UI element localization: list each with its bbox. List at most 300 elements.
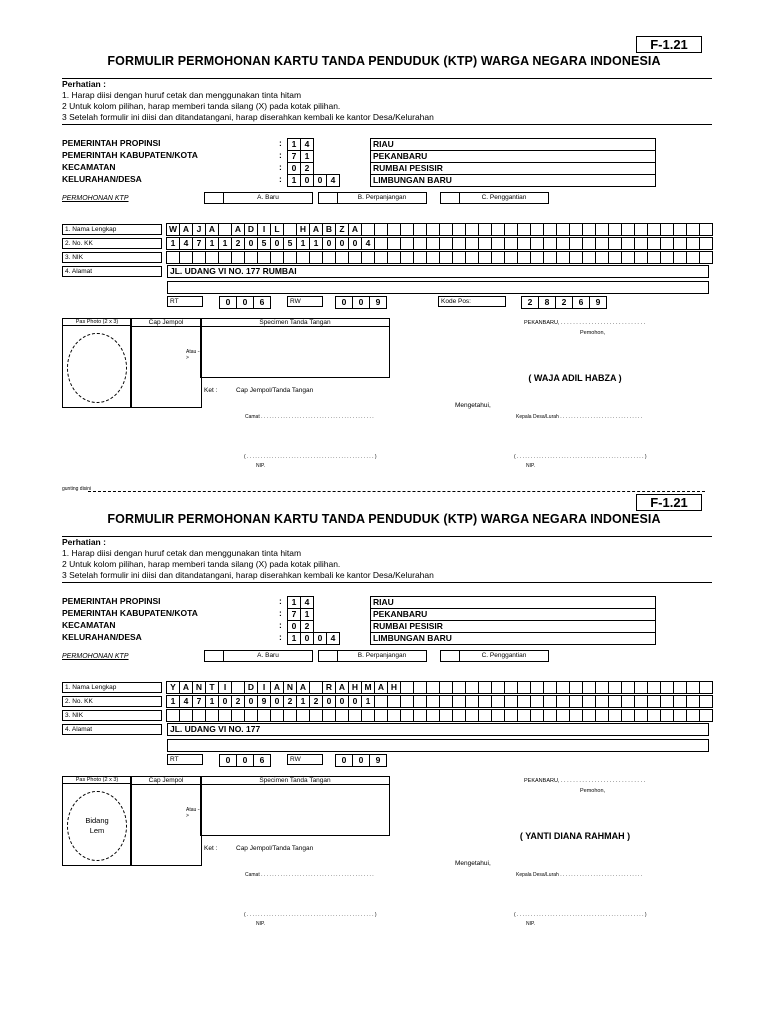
kode-pos-cell[interactable]: 9 bbox=[589, 296, 607, 309]
name-cell[interactable] bbox=[569, 223, 583, 236]
nik-cell[interactable] bbox=[413, 709, 427, 722]
kk-cell[interactable]: 4 bbox=[361, 237, 375, 250]
kk-cell[interactable] bbox=[374, 695, 388, 708]
address-line-1[interactable]: JL. UDANG VI NO. 177 bbox=[167, 723, 709, 736]
nik-cell[interactable] bbox=[556, 251, 570, 264]
nik-cell[interactable] bbox=[647, 251, 661, 264]
name-cell[interactable]: H bbox=[387, 681, 401, 694]
name-cell[interactable] bbox=[686, 223, 700, 236]
region-name[interactable]: RUMBAI PESISIR bbox=[370, 620, 656, 633]
nik-cell[interactable] bbox=[283, 709, 297, 722]
name-cell[interactable] bbox=[569, 681, 583, 694]
name-cell[interactable] bbox=[634, 223, 648, 236]
region-name[interactable]: PEKANBARU bbox=[370, 608, 656, 621]
name-cell[interactable] bbox=[413, 223, 427, 236]
kk-cell[interactable] bbox=[517, 237, 531, 250]
name-cell[interactable]: B bbox=[322, 223, 336, 236]
nik-cell[interactable] bbox=[387, 251, 401, 264]
kk-cell[interactable]: 0 bbox=[348, 695, 362, 708]
nik-cell[interactable] bbox=[686, 251, 700, 264]
kk-cell[interactable] bbox=[686, 695, 700, 708]
name-cell[interactable]: D bbox=[244, 223, 258, 236]
name-cell[interactable] bbox=[387, 223, 401, 236]
nik-cell[interactable] bbox=[257, 709, 271, 722]
kk-cell[interactable] bbox=[699, 237, 713, 250]
kk-cell[interactable] bbox=[621, 695, 635, 708]
kk-cell[interactable] bbox=[582, 237, 596, 250]
nik-cell[interactable] bbox=[530, 709, 544, 722]
nik-cell[interactable] bbox=[374, 709, 388, 722]
kk-cell[interactable]: 0 bbox=[335, 237, 349, 250]
nik-cell[interactable] bbox=[673, 709, 687, 722]
rw-grid[interactable] bbox=[336, 754, 387, 767]
name-cell[interactable] bbox=[595, 223, 609, 236]
nik-grid[interactable] bbox=[167, 709, 713, 722]
name-cell[interactable]: A bbox=[205, 223, 219, 236]
nik-cell[interactable] bbox=[231, 709, 245, 722]
nik-cell[interactable] bbox=[270, 251, 284, 264]
name-cell[interactable] bbox=[491, 223, 505, 236]
name-cell[interactable]: H bbox=[296, 223, 310, 236]
name-cell[interactable]: A bbox=[335, 681, 349, 694]
name-cell[interactable] bbox=[426, 223, 440, 236]
kk-cell[interactable] bbox=[660, 695, 674, 708]
kk-cell[interactable] bbox=[634, 237, 648, 250]
kk-cell[interactable] bbox=[530, 695, 544, 708]
address-line-2[interactable] bbox=[167, 739, 709, 752]
name-cell[interactable] bbox=[504, 681, 518, 694]
nik-cell[interactable] bbox=[478, 251, 492, 264]
code-cell[interactable]: 7 bbox=[287, 150, 301, 163]
rt-grid[interactable] bbox=[220, 754, 271, 767]
name-cell[interactable] bbox=[283, 223, 297, 236]
kk-cell[interactable] bbox=[478, 695, 492, 708]
nik-cell[interactable] bbox=[582, 251, 596, 264]
code-cell[interactable]: 4 bbox=[300, 138, 314, 151]
name-cell[interactable]: A bbox=[374, 681, 388, 694]
kk-cell[interactable]: 9 bbox=[257, 695, 271, 708]
nik-cell[interactable] bbox=[400, 251, 414, 264]
kk-cell[interactable] bbox=[465, 237, 479, 250]
name-cell[interactable] bbox=[582, 223, 596, 236]
region-name[interactable]: RIAU bbox=[370, 138, 656, 151]
nik-cell[interactable] bbox=[595, 251, 609, 264]
name-cell[interactable]: T bbox=[205, 681, 219, 694]
kk-cell[interactable] bbox=[504, 237, 518, 250]
name-cell[interactable] bbox=[660, 681, 674, 694]
nik-cell[interactable] bbox=[322, 709, 336, 722]
thumbprint-box[interactable] bbox=[130, 776, 202, 866]
code-cell[interactable]: 1 bbox=[287, 138, 301, 151]
kk-cell[interactable] bbox=[387, 237, 401, 250]
kk-cell[interactable]: 1 bbox=[166, 695, 180, 708]
kk-cell[interactable] bbox=[673, 695, 687, 708]
nik-cell[interactable] bbox=[309, 251, 323, 264]
kode-pos-cell[interactable]: 6 bbox=[572, 296, 590, 309]
kk-grid[interactable] bbox=[167, 237, 713, 250]
nik-cell[interactable] bbox=[556, 709, 570, 722]
kk-cell[interactable] bbox=[543, 695, 557, 708]
nik-cell[interactable] bbox=[543, 709, 557, 722]
kode-pos-cell[interactable]: 2 bbox=[555, 296, 573, 309]
kk-cell[interactable]: 4 bbox=[179, 237, 193, 250]
name-cell[interactable] bbox=[634, 681, 648, 694]
kk-cell[interactable]: 1 bbox=[296, 237, 310, 250]
kk-cell[interactable]: 0 bbox=[218, 695, 232, 708]
kk-cell[interactable] bbox=[686, 237, 700, 250]
rt-grid[interactable] bbox=[220, 296, 271, 309]
nik-cell[interactable] bbox=[491, 251, 505, 264]
name-cell[interactable] bbox=[673, 681, 687, 694]
name-cell[interactable] bbox=[647, 223, 661, 236]
address-line-2[interactable] bbox=[167, 281, 709, 294]
name-cell[interactable] bbox=[517, 681, 531, 694]
code-cell[interactable]: 4 bbox=[326, 632, 340, 645]
nik-cell[interactable] bbox=[478, 709, 492, 722]
code-cell[interactable]: 0 bbox=[287, 162, 301, 175]
kk-cell[interactable] bbox=[452, 695, 466, 708]
name-cell[interactable] bbox=[556, 223, 570, 236]
nik-cell[interactable] bbox=[387, 709, 401, 722]
nik-cell[interactable] bbox=[231, 251, 245, 264]
kk-cell[interactable]: 0 bbox=[322, 237, 336, 250]
kk-cell[interactable] bbox=[465, 695, 479, 708]
name-cell[interactable] bbox=[582, 681, 596, 694]
name-cell[interactable] bbox=[361, 223, 375, 236]
nik-cell[interactable] bbox=[634, 251, 648, 264]
name-cell[interactable]: H bbox=[348, 681, 362, 694]
option-checkbox[interactable] bbox=[440, 650, 460, 662]
nik-cell[interactable] bbox=[270, 709, 284, 722]
nik-cell[interactable] bbox=[218, 251, 232, 264]
name-cell[interactable] bbox=[608, 223, 622, 236]
kk-cell[interactable] bbox=[491, 237, 505, 250]
name-cell[interactable]: I bbox=[257, 223, 271, 236]
name-cell[interactable] bbox=[452, 681, 466, 694]
nik-cell[interactable] bbox=[205, 251, 219, 264]
nik-cell[interactable] bbox=[192, 709, 206, 722]
kk-cell[interactable] bbox=[621, 237, 635, 250]
rw-cell[interactable]: 9 bbox=[369, 754, 387, 767]
name-cell[interactable] bbox=[530, 681, 544, 694]
name-cell[interactable] bbox=[491, 681, 505, 694]
name-cell[interactable]: N bbox=[192, 681, 206, 694]
kk-cell[interactable]: 1 bbox=[166, 237, 180, 250]
name-cell[interactable] bbox=[608, 681, 622, 694]
rt-cell[interactable]: 6 bbox=[253, 296, 271, 309]
name-cell[interactable] bbox=[530, 223, 544, 236]
code-cell[interactable]: 0 bbox=[313, 174, 327, 187]
name-cell[interactable] bbox=[439, 223, 453, 236]
nik-cell[interactable] bbox=[582, 709, 596, 722]
kk-cell[interactable] bbox=[699, 695, 713, 708]
nik-cell[interactable] bbox=[452, 709, 466, 722]
kk-cell[interactable]: 7 bbox=[192, 695, 206, 708]
name-cell[interactable]: M bbox=[361, 681, 375, 694]
name-cell[interactable] bbox=[504, 223, 518, 236]
nik-cell[interactable] bbox=[504, 251, 518, 264]
kk-cell[interactable] bbox=[647, 237, 661, 250]
kk-cell[interactable]: 0 bbox=[348, 237, 362, 250]
kk-cell[interactable]: 2 bbox=[231, 695, 245, 708]
nik-cell[interactable] bbox=[569, 251, 583, 264]
name-cell[interactable] bbox=[452, 223, 466, 236]
name-cell[interactable]: A bbox=[231, 223, 245, 236]
kk-cell[interactable] bbox=[595, 237, 609, 250]
code-cell[interactable]: 1 bbox=[287, 632, 301, 645]
name-cell[interactable] bbox=[465, 681, 479, 694]
kk-cell[interactable] bbox=[491, 695, 505, 708]
name-cell[interactable]: R bbox=[322, 681, 336, 694]
nik-cell[interactable] bbox=[686, 709, 700, 722]
nik-cell[interactable] bbox=[322, 251, 336, 264]
name-cell[interactable] bbox=[218, 223, 232, 236]
rw-cell[interactable]: 0 bbox=[335, 296, 353, 309]
name-cell[interactable] bbox=[426, 681, 440, 694]
nik-cell[interactable] bbox=[179, 251, 193, 264]
nik-cell[interactable] bbox=[283, 251, 297, 264]
nik-cell[interactable] bbox=[205, 709, 219, 722]
code-cell[interactable]: 4 bbox=[326, 174, 340, 187]
kk-grid[interactable] bbox=[167, 695, 713, 708]
nik-cell[interactable] bbox=[166, 251, 180, 264]
kk-cell[interactable] bbox=[647, 695, 661, 708]
code-cell[interactable]: 2 bbox=[300, 162, 314, 175]
kk-cell[interactable] bbox=[439, 695, 453, 708]
nik-cell[interactable] bbox=[218, 709, 232, 722]
kk-cell[interactable] bbox=[400, 237, 414, 250]
name-cell[interactable] bbox=[699, 223, 713, 236]
name-cell[interactable] bbox=[647, 681, 661, 694]
nik-cell[interactable] bbox=[452, 251, 466, 264]
nik-cell[interactable] bbox=[491, 709, 505, 722]
nik-cell[interactable] bbox=[595, 709, 609, 722]
name-cell[interactable] bbox=[439, 681, 453, 694]
nik-cell[interactable] bbox=[530, 251, 544, 264]
name-cell[interactable]: A bbox=[309, 223, 323, 236]
nik-cell[interactable] bbox=[569, 709, 583, 722]
kk-cell[interactable]: 2 bbox=[231, 237, 245, 250]
name-cell[interactable] bbox=[621, 223, 635, 236]
kk-cell[interactable]: 1 bbox=[205, 237, 219, 250]
kk-cell[interactable] bbox=[530, 237, 544, 250]
nik-cell[interactable] bbox=[634, 709, 648, 722]
name-cell[interactable] bbox=[556, 681, 570, 694]
code-cell[interactable]: 0 bbox=[300, 632, 314, 645]
option-checkbox[interactable] bbox=[318, 650, 338, 662]
name-grid[interactable] bbox=[167, 223, 713, 236]
nik-cell[interactable] bbox=[543, 251, 557, 264]
kk-cell[interactable] bbox=[634, 695, 648, 708]
nik-cell[interactable] bbox=[517, 251, 531, 264]
nik-cell[interactable] bbox=[348, 709, 362, 722]
nik-cell[interactable] bbox=[257, 251, 271, 264]
name-cell[interactable]: I bbox=[218, 681, 232, 694]
name-cell[interactable] bbox=[478, 223, 492, 236]
nik-cell[interactable] bbox=[673, 251, 687, 264]
kode-pos-cell[interactable]: 2 bbox=[521, 296, 539, 309]
name-cell[interactable]: A bbox=[348, 223, 362, 236]
rt-cell[interactable]: 0 bbox=[219, 754, 237, 767]
kode-pos-cell[interactable]: 8 bbox=[538, 296, 556, 309]
name-cell[interactable]: J bbox=[192, 223, 206, 236]
kk-cell[interactable] bbox=[426, 237, 440, 250]
code-cell[interactable]: 0 bbox=[313, 632, 327, 645]
kk-cell[interactable]: 0 bbox=[270, 695, 284, 708]
kk-cell[interactable]: 0 bbox=[270, 237, 284, 250]
kk-cell[interactable] bbox=[452, 237, 466, 250]
name-cell[interactable]: D bbox=[244, 681, 258, 694]
nik-cell[interactable] bbox=[621, 251, 635, 264]
kk-cell[interactable] bbox=[582, 695, 596, 708]
region-name[interactable]: RUMBAI PESISIR bbox=[370, 162, 656, 175]
rw-cell[interactable]: 0 bbox=[352, 754, 370, 767]
name-cell[interactable]: W bbox=[166, 223, 180, 236]
name-cell[interactable] bbox=[400, 223, 414, 236]
name-cell[interactable] bbox=[309, 681, 323, 694]
kk-cell[interactable] bbox=[660, 237, 674, 250]
kk-cell[interactable] bbox=[556, 695, 570, 708]
name-cell[interactable] bbox=[231, 681, 245, 694]
name-cell[interactable]: N bbox=[283, 681, 297, 694]
name-cell[interactable]: A bbox=[270, 681, 284, 694]
code-cell[interactable]: 2 bbox=[300, 620, 314, 633]
rt-cell[interactable]: 0 bbox=[236, 754, 254, 767]
rt-cell[interactable]: 6 bbox=[253, 754, 271, 767]
kk-cell[interactable]: 0 bbox=[322, 695, 336, 708]
nik-cell[interactable] bbox=[400, 709, 414, 722]
nik-cell[interactable] bbox=[426, 251, 440, 264]
name-cell[interactable] bbox=[686, 681, 700, 694]
rw-grid[interactable] bbox=[336, 296, 387, 309]
name-cell[interactable]: A bbox=[296, 681, 310, 694]
nik-grid[interactable] bbox=[167, 251, 713, 264]
nik-cell[interactable] bbox=[361, 251, 375, 264]
rw-cell[interactable]: 0 bbox=[352, 296, 370, 309]
name-cell[interactable]: Z bbox=[335, 223, 349, 236]
nik-cell[interactable] bbox=[621, 709, 635, 722]
region-name[interactable]: LIMBUNGAN BARU bbox=[370, 632, 656, 645]
kk-cell[interactable]: 1 bbox=[361, 695, 375, 708]
name-cell[interactable] bbox=[465, 223, 479, 236]
rt-cell[interactable]: 0 bbox=[219, 296, 237, 309]
kk-cell[interactable] bbox=[400, 695, 414, 708]
code-cell[interactable]: 0 bbox=[300, 174, 314, 187]
nik-cell[interactable] bbox=[166, 709, 180, 722]
kk-cell[interactable]: 4 bbox=[179, 695, 193, 708]
name-cell[interactable]: A bbox=[179, 223, 193, 236]
kk-cell[interactable]: 1 bbox=[218, 237, 232, 250]
name-cell[interactable] bbox=[543, 681, 557, 694]
nik-cell[interactable] bbox=[309, 709, 323, 722]
code-cell[interactable]: 7 bbox=[287, 608, 301, 621]
kk-cell[interactable] bbox=[569, 695, 583, 708]
kk-cell[interactable] bbox=[673, 237, 687, 250]
nik-cell[interactable] bbox=[348, 251, 362, 264]
rw-cell[interactable]: 9 bbox=[369, 296, 387, 309]
nik-cell[interactable] bbox=[244, 251, 258, 264]
rt-cell[interactable]: 0 bbox=[236, 296, 254, 309]
name-cell[interactable] bbox=[660, 223, 674, 236]
nik-cell[interactable] bbox=[699, 709, 713, 722]
name-cell[interactable] bbox=[478, 681, 492, 694]
option-checkbox[interactable] bbox=[440, 192, 460, 204]
option-checkbox[interactable] bbox=[204, 192, 224, 204]
kk-cell[interactable]: 2 bbox=[309, 695, 323, 708]
nik-cell[interactable] bbox=[608, 709, 622, 722]
name-cell[interactable] bbox=[517, 223, 531, 236]
region-name[interactable]: PEKANBARU bbox=[370, 150, 656, 163]
name-cell[interactable] bbox=[673, 223, 687, 236]
kk-cell[interactable] bbox=[504, 695, 518, 708]
nik-cell[interactable] bbox=[413, 251, 427, 264]
region-name[interactable]: RIAU bbox=[370, 596, 656, 609]
rw-cell[interactable]: 0 bbox=[335, 754, 353, 767]
nik-cell[interactable] bbox=[504, 709, 518, 722]
name-cell[interactable] bbox=[595, 681, 609, 694]
name-grid[interactable] bbox=[167, 681, 713, 694]
region-name[interactable]: LIMBUNGAN BARU bbox=[370, 174, 656, 187]
nik-cell[interactable] bbox=[699, 251, 713, 264]
name-cell[interactable] bbox=[374, 223, 388, 236]
kk-cell[interactable] bbox=[413, 237, 427, 250]
kk-cell[interactable] bbox=[517, 695, 531, 708]
nik-cell[interactable] bbox=[439, 709, 453, 722]
nik-cell[interactable] bbox=[335, 251, 349, 264]
kode-pos-grid[interactable] bbox=[522, 296, 607, 309]
kk-cell[interactable] bbox=[374, 237, 388, 250]
code-cell[interactable]: 1 bbox=[287, 596, 301, 609]
nik-cell[interactable] bbox=[517, 709, 531, 722]
name-cell[interactable] bbox=[621, 681, 635, 694]
kk-cell[interactable] bbox=[569, 237, 583, 250]
nik-cell[interactable] bbox=[179, 709, 193, 722]
name-cell[interactable]: L bbox=[270, 223, 284, 236]
code-cell[interactable]: 0 bbox=[287, 620, 301, 633]
nik-cell[interactable] bbox=[660, 251, 674, 264]
kk-cell[interactable] bbox=[478, 237, 492, 250]
option-checkbox[interactable] bbox=[204, 650, 224, 662]
kk-cell[interactable]: 0 bbox=[244, 237, 258, 250]
nik-cell[interactable] bbox=[335, 709, 349, 722]
name-cell[interactable]: A bbox=[179, 681, 193, 694]
kk-cell[interactable] bbox=[608, 237, 622, 250]
code-cell[interactable]: 4 bbox=[300, 596, 314, 609]
code-cell[interactable]: 1 bbox=[287, 174, 301, 187]
code-cell[interactable]: 1 bbox=[300, 150, 314, 163]
nik-cell[interactable] bbox=[647, 709, 661, 722]
kk-cell[interactable]: 1 bbox=[205, 695, 219, 708]
kk-cell[interactable] bbox=[543, 237, 557, 250]
nik-cell[interactable] bbox=[296, 709, 310, 722]
nik-cell[interactable] bbox=[374, 251, 388, 264]
signature-box[interactable] bbox=[200, 776, 390, 836]
nik-cell[interactable] bbox=[439, 251, 453, 264]
name-cell[interactable] bbox=[413, 681, 427, 694]
kk-cell[interactable]: 7 bbox=[192, 237, 206, 250]
name-cell[interactable]: Y bbox=[166, 681, 180, 694]
kk-cell[interactable]: 0 bbox=[335, 695, 349, 708]
kk-cell[interactable] bbox=[439, 237, 453, 250]
kk-cell[interactable]: 0 bbox=[244, 695, 258, 708]
kk-cell[interactable]: 1 bbox=[296, 695, 310, 708]
address-line-1[interactable]: JL. UDANG VI NO. 177 RUMBAI bbox=[167, 265, 709, 278]
name-cell[interactable]: I bbox=[257, 681, 271, 694]
nik-cell[interactable] bbox=[192, 251, 206, 264]
kk-cell[interactable] bbox=[413, 695, 427, 708]
kk-cell[interactable] bbox=[426, 695, 440, 708]
nik-cell[interactable] bbox=[361, 709, 375, 722]
